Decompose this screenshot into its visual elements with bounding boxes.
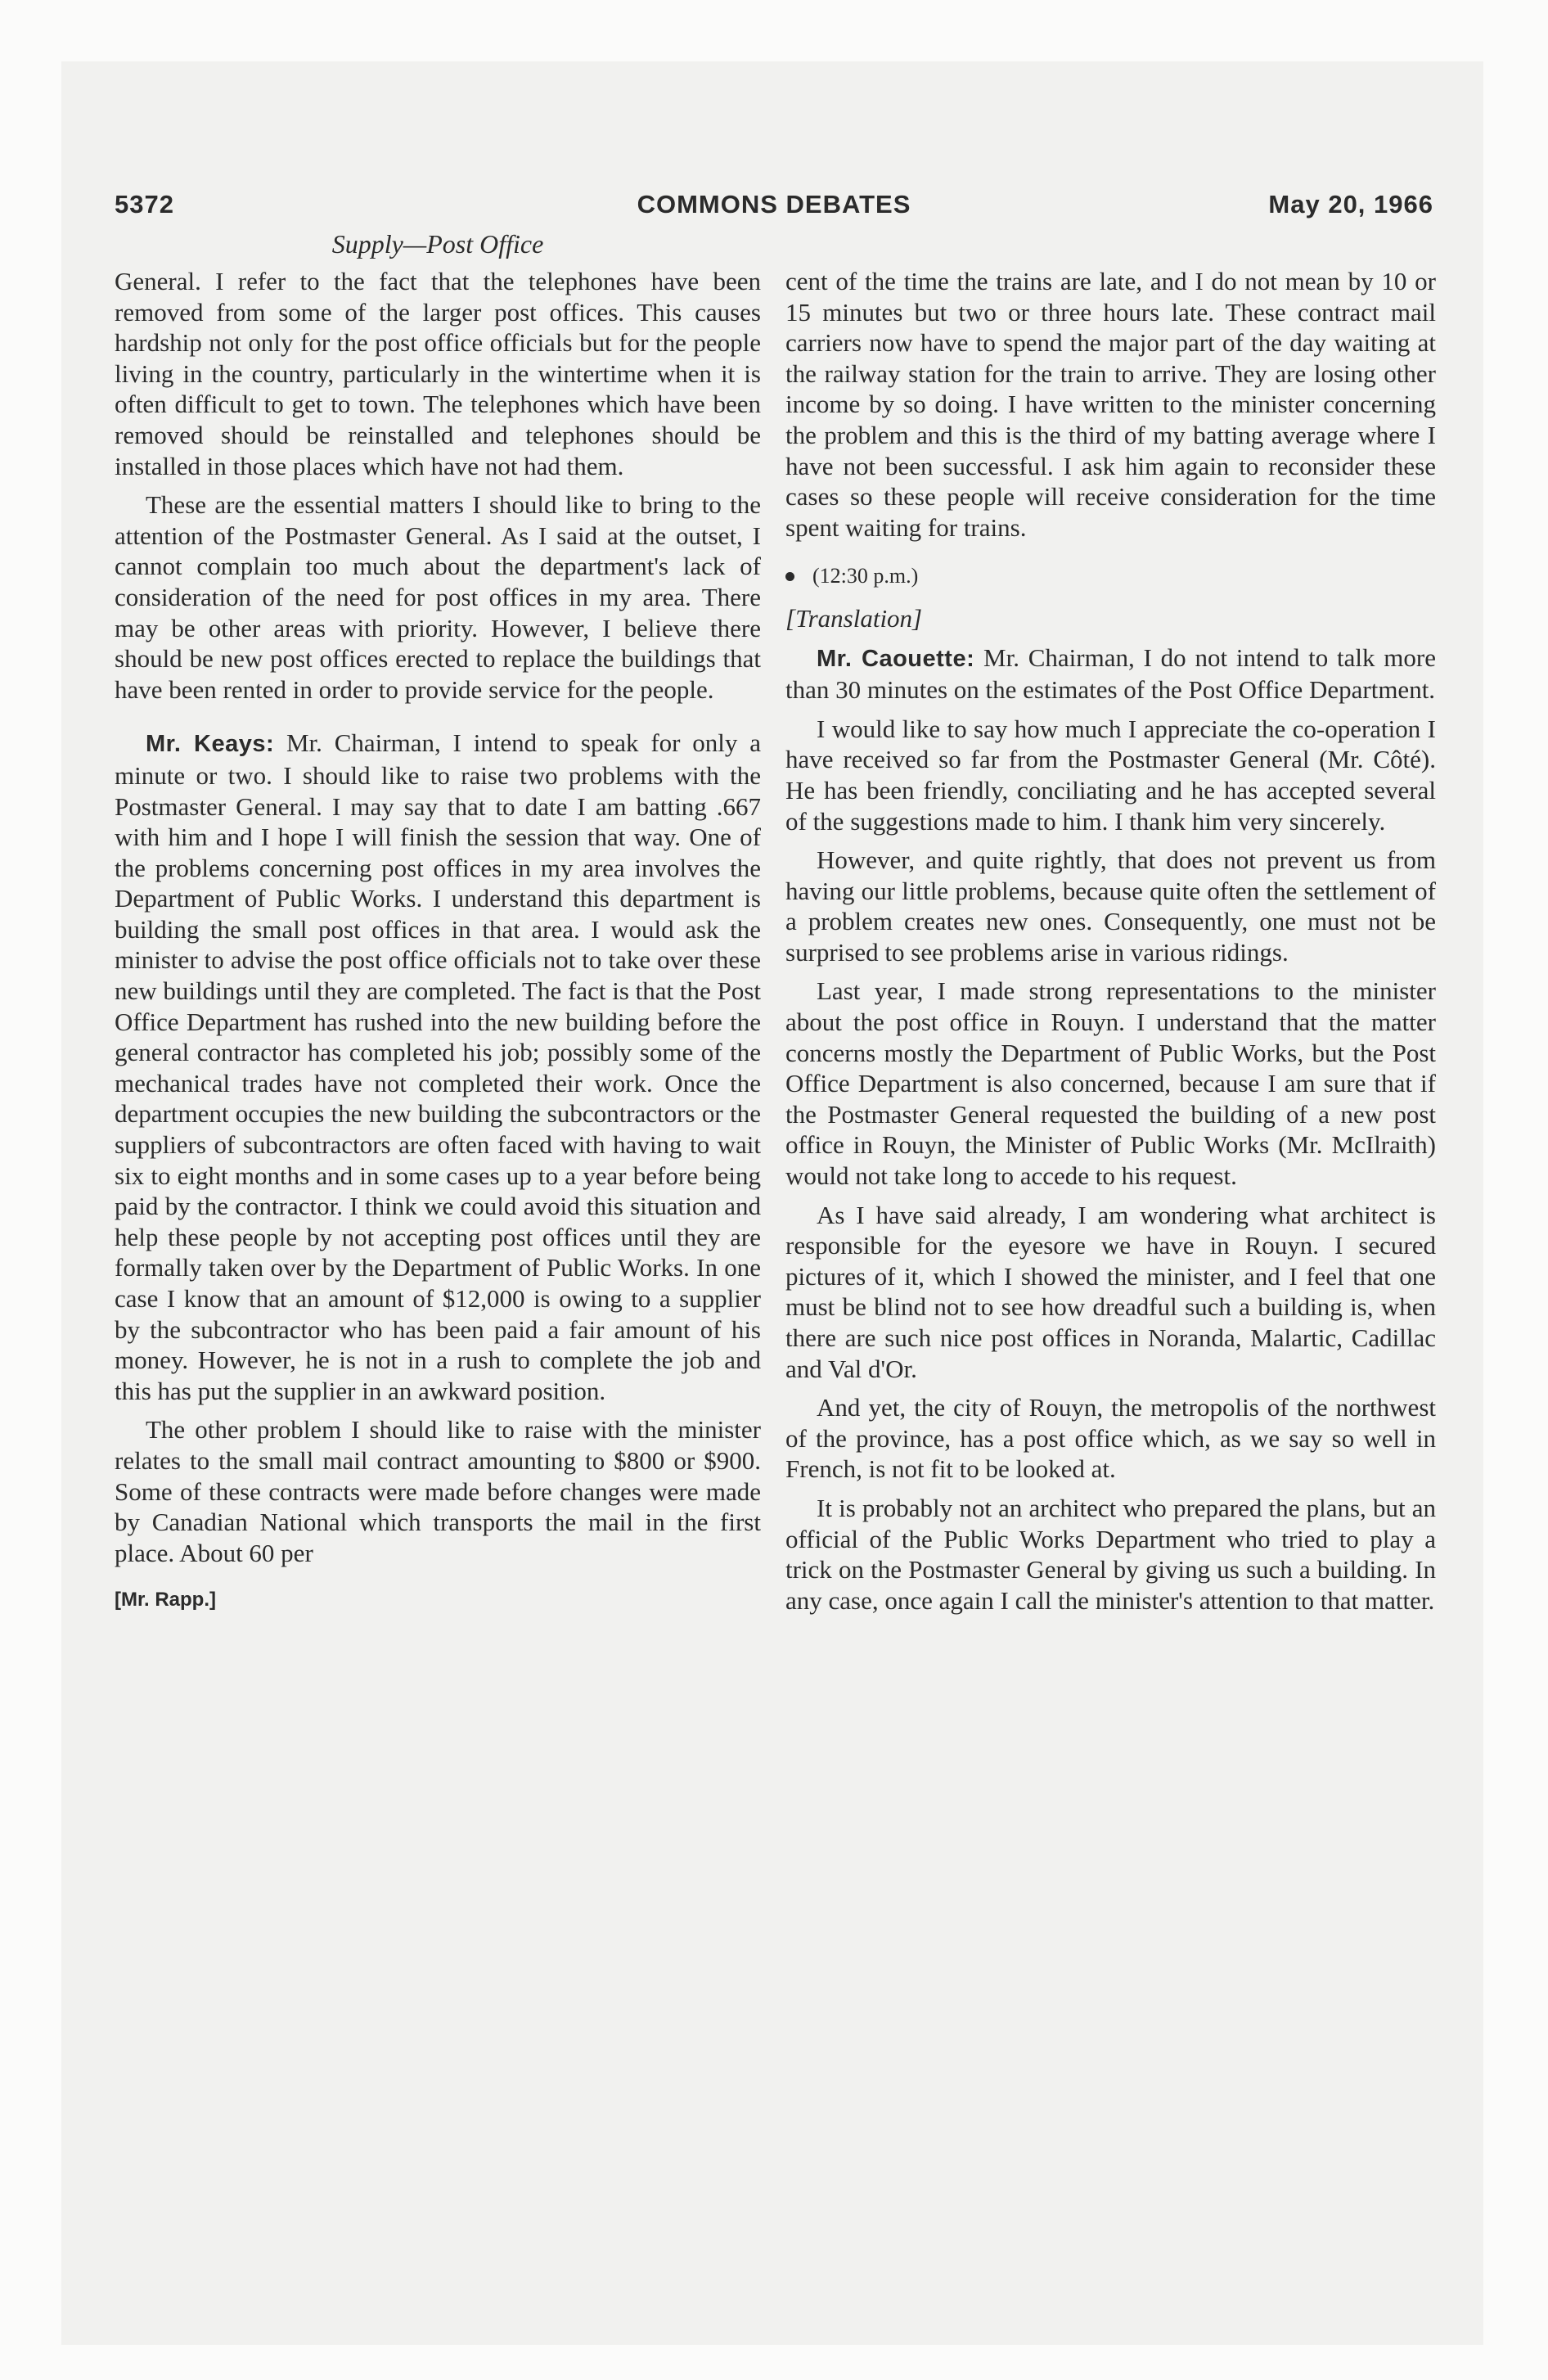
footer-note: [Mr. Rapp.] [115, 1589, 216, 1611]
page-header [115, 190, 1433, 231]
right-paragraph-6: As I have said already, I am wondering what architect is responsible for the eyesore we have in Rouyn. I secured pictures of it, which I showed the minister, and I feel that one must be blind not to see how dreadful such a building is, when there are such nice post offices in Noranda, Malartic, Cadillac and Val d'Or. [785, 1200, 1436, 1383]
time-stamp [785, 561, 1436, 592]
bullet-icon [785, 572, 794, 581]
left-column [115, 266, 761, 1616]
right-column [785, 266, 1436, 1616]
right-paragraph-2 [785, 642, 1436, 705]
speaker-name: Mr. Keays: [146, 731, 275, 758]
right-paragraph-4: However, and quite rightly, that does not prevent us from having our little problems, because quite often the settlement of a problem creates new ones. Consequently, one must not be surprised to see problems arise in various ridings. [785, 845, 1436, 967]
right-paragraph-5: Last year, I made strong representations to the minister about the post office in Rouyn. I understand that the matter concerns mostly the Department of Public Works, but the Post Office Department is also concerned, because I am sure that if the Postmaster General requested the building of a new post office in Rouyn, the Minister of Public Works (Mr. McIlraith) would not take long to accede to his request. [785, 976, 1436, 1191]
left-paragraph-4: The other problem I should like to raise with the minister relates to the small mail contract amounting to $800 or $900. Some of these contracts were made before changes were made by Canadian National which transports the mail in the first place. About 60 per [115, 1415, 761, 1567]
right-paragraph-8: It is probably not an architect who prepared the plans, but an official of the Public Works Department who tried to play a trick on the Postmaster General by giving us such a building. In any case, once again I call the minister's attention to that matter. [785, 1493, 1436, 1615]
page-date: May 20, 1966 [1268, 190, 1433, 219]
right-paragraph-1: cent of the time the trains are late, and I do not mean by 10 or 15 minutes but two or three hours late. These contract mail carriers now have to spend the major part of the day waiting at the railway station for the train to arrive. They are losing other income by so doing. I have written to the minister concerning the problem and this is the third of my batting average where I have not been successful. I ask him again to reconsider these cases so these people will receive consideration for the time spent waiting for trains. [785, 267, 1436, 542]
time-text: (12:30 p.m.) [812, 564, 919, 588]
left-paragraph-3 [115, 728, 761, 1406]
publication-title: COMMONS DEBATES [637, 190, 911, 219]
right-paragraph-7: And yet, the city of Rouyn, the metropolis of the northwest of the province, has a post office which, as we say so well in French, is not fit to be looked at. [785, 1393, 1436, 1484]
speaker-name: Mr. Caouette: [817, 645, 975, 672]
left-paragraph-2: These are the essential matters I should like to bring to the attention of the Postmaster General. As I said at the outset, I cannot complain too much about the department's lack of consideration of the need for post offices in my area. There may be other areas with priority. However, I believe there should be new post offices erected to replace the buildings that have been rented in order to provide service for the people. [115, 490, 761, 704]
translation-label: [Translation] [785, 603, 923, 633]
right-paragraph-3: I would like to say how much I appreciate the co-operation I have received so far from the Postmaster General (Mr. Côté). He has been friendly, conciliating and he has accepted several of the suggestions made to him. I thank him very sincerely. [785, 714, 1436, 836]
speech-text: Mr. Chairman, I intend to speak for only a minute or two. I should like to raise two problems with the Postmaster General. I may say that to date I am batting .667 with him and I hope I will finish the session that way. One of the problems concerning post offices in my area involves the Department of Public Works. I understand this department is building the small post offices in that area. I would ask the minister to advise the post office officials not to take over these new buildings until they are completed. The fact is that the Post Office Department has rushed into the new building before the general contractor has completed his job; possibly some of the mechanical trades have not completed their work. Once the department occupies the new building the subcontractors or the suppliers of subcontractors are often faced with having to wait six to eight months and in some cases up to a year before being paid by the contractor. I think we could avoid this situation and help these people by not accepting post offices until they are formally taken over by the Department of Public Works. In one case I know that an amount of $12,000 is owing to a supplier by the subcontractor who has been paid a fair amount of his money. However, he is not in a rush to complete the job and this has put the supplier in an awkward position. [115, 728, 762, 1405]
page-number: 5372 [115, 190, 174, 219]
speech-text: Mr. Chairman, I do not intend to talk more than 30 minutes on the estimates of the Post Office Department. [785, 642, 1437, 705]
section-subheader: Supply—Post Office [331, 229, 544, 259]
left-paragraph-1: General. I refer to the fact that the telephones have been removed from some of the larger post offices. This causes hardship not only for the post office officials but for the people living in the country, particularly in the wintertime when it is often difficult to get to town. The telephones which have been removed should be reinstalled and telephones should be installed in those places which have not had them. [115, 267, 761, 480]
